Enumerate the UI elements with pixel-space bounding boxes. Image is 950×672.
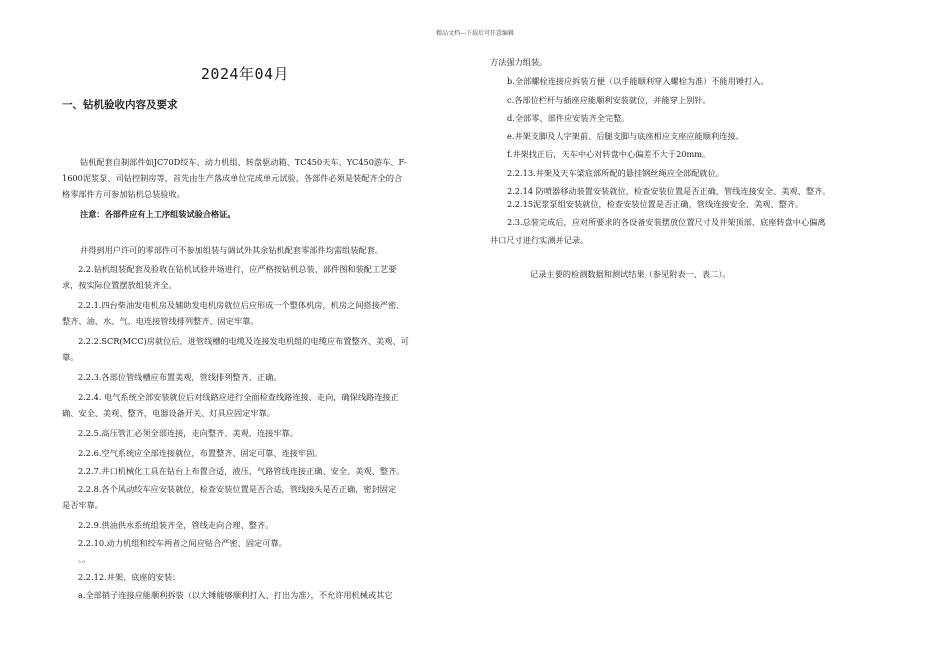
header-note: 精品文档---下载后可任意编辑 (435, 30, 515, 37)
section-title: 一、钻机验收内容及要求 (62, 99, 178, 111)
paragraph: a.全部销子连接应能顺利拆装（以大锤能够顺利打入、打出为准），不允许用机械或其它 (78, 590, 393, 600)
paragraph: 2.2.10.动力机组和绞车两者之间应贴合严密、固定可靠。 (78, 538, 287, 548)
list-item: f.井架找正后，天车中心对转盘中心偏差不大于20mm。 (507, 149, 711, 159)
paragraph: 2.2.5.高压管汇必须全部连接，走向整齐、美观、连接牢靠。 (78, 428, 298, 438)
paragraph: 方法强力组装。 (490, 57, 548, 67)
paragraph: 靠。 (62, 352, 79, 362)
document-date: 2024年04月 (200, 65, 290, 83)
paragraph: 求，按实际位置摆放组装齐全。 (62, 280, 177, 290)
paragraph: 整齐、油、水、气、电连接管线排列整齐、固定牢靠。 (62, 316, 259, 326)
intro-line: 1600泥浆泵、司钻控制房等，首先由生产落成单位完成单元试验，各部件必须是装配齐全的合 (62, 173, 403, 183)
list-item: b.全部螺栓连接应拆装方便（以手能顺利穿入螺栓为准）不能用锤打入。 (507, 76, 769, 86)
paragraph: 2.2.15泥浆泵组安装就位，检查安装位置是否正确，管线连接安全、美观、整齐。 (507, 199, 804, 209)
paragraph: 2.2.钻机组装配套及验收在钻机试验井场进行，应严格按钻机总装、部件图和装配工艺要 (78, 264, 397, 274)
paragraph: 2.2.12.井架、底座的安装： (78, 572, 181, 582)
paragraph: 是否牢靠。 (62, 500, 103, 510)
intro-line: 钻机配套自制部件如JC70D绞车、动力机组、转盘驱动箱、TC450天车、YC450游车、F- (80, 157, 407, 167)
paragraph: 2.2.13.井架及天车梁底部所配的悬挂钢丝绳应全部配就位。 (507, 168, 724, 178)
paragraph: 2.2.3.各部位管线槽应布置美观，管线排列整齐、正确。 (78, 372, 282, 382)
paragraph: 2.2.9.供油供水系统组装齐全，管线走向合理、整齐。 (78, 520, 274, 530)
paragraph: 2.2.1.四台柴油发电机房及辅助发电机房就位后应形成一个整体机房，机房之间搭接严密、 (78, 300, 405, 310)
paragraph: 并得到用户许可的零部件可不参加组装与调试外其余钻机配套零部件均需组装配套。 (80, 245, 383, 255)
list-item: d.全部零、部件应安装齐全完整。 (507, 113, 630, 123)
paragraph: 2.2.8.各个风动绞车应安装就位，检查安装位置是否合适，管线接头是否正确，密封固定 (78, 484, 397, 494)
note-text: 注意：各部件应有上工序组装试验合格证。 (80, 209, 236, 219)
paragraph: 2.2.4. 电气系统全部安装就位后对线路应进行全面检查线路连接、走向，确保线路连接正 (78, 392, 399, 402)
intro-line: 格零部件方可参加钻机总装验收。 (62, 189, 185, 199)
paragraph: 2.2.7.井口机械化工具在钻台上布置合适，液压、气路管线连接正确、安全、美观、整齐。 (78, 466, 405, 476)
list-item: c.各部位栏杆与插座应能顺利安装就位，并能穿上别针。 (507, 95, 711, 105)
paragraph: 井口尺寸进行实测并记录。 (490, 235, 589, 245)
paragraph: 2.3.总装完成后，应对所要求的各设备安装摆放位置尺寸及井架顶部、底座转盘中心偏离 (507, 217, 826, 227)
paragraph: 2.2.2.SCR(MCC)房就位后，进管线槽的电缆及连接发电机组的电缆应布置整齐、美观、可 (78, 336, 409, 346)
paragraph: 2.2.6.空气系统应全部连接就位，布置整齐、固定可靠、连接牢固。 (78, 448, 323, 458)
paragraph: 记录主要的检测数据和测试结果（参见附表一、表二）。 (530, 269, 731, 279)
list-item: e.井架支脚及人字架前、后腿支脚与底座相应支座应能顺利连接。 (507, 131, 744, 141)
paragraph: 2.2.14 防喷器移动装置安装就位，检查安装位置是否正确，管线连接安全、美观、整齐。 (507, 186, 831, 196)
paragraph: 确、安全、美观、整齐，电器设备开关、灯具应固定牢靠。 (62, 408, 275, 418)
paragraph: 。。 (78, 554, 91, 564)
